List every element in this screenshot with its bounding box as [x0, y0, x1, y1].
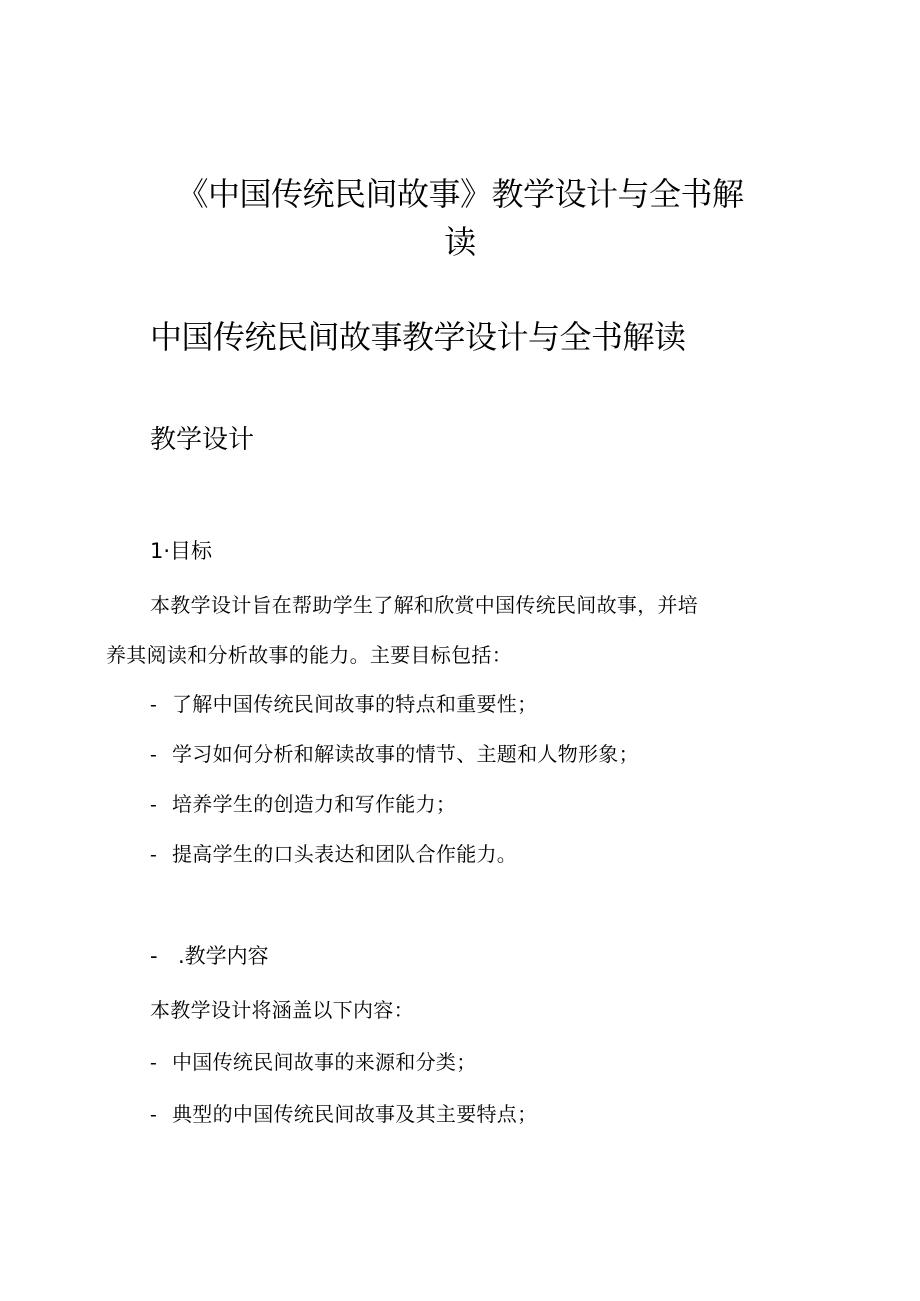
list-dash-marker: - — [150, 1102, 158, 1126]
content-intro: 本教学设计将涵盖以下内容： — [150, 998, 414, 1022]
section-heading-teaching-design: 教学设计 — [150, 425, 255, 455]
document-title-line2: 读 — [444, 223, 476, 261]
document-title-line1: 《中国传统民间故事》教学设计与全书解 — [176, 175, 744, 213]
list-dash-marker: - — [150, 842, 158, 866]
goals-intro-line1: 本教学设计旨在帮助学生了解和欣赏中国传统民间故事，并培 — [150, 593, 699, 617]
content-list-item — [150, 1099, 537, 1129]
goals-intro-line2: 养其阅读和分析故事的能力。主要目标包括： — [106, 643, 512, 667]
list-item-text: 了解中国传统民间故事的特点和重要性； — [172, 692, 538, 716]
content-heading — [150, 941, 269, 971]
goals-list-item — [150, 689, 537, 719]
list-item-text: 提高学生的口头表达和团队合作能力。 — [172, 842, 518, 866]
goals-list-item — [150, 839, 517, 869]
content-heading-text: .教学内容 — [178, 944, 269, 968]
goals-heading: 1·目标 — [150, 539, 213, 563]
goals-list-item — [150, 739, 639, 769]
list-dash-marker: - — [150, 742, 158, 766]
list-dash-marker: - — [150, 692, 158, 716]
list-item-text: 学习如何分析和解读故事的情节、主题和人物形象； — [172, 742, 639, 766]
list-item-text: 中国传统民间故事的来源和分类； — [172, 1050, 477, 1074]
goals-list-item — [150, 789, 456, 819]
list-item-text: 培养学生的创造力和写作能力； — [172, 792, 457, 816]
heading-dash-marker: - — [150, 944, 158, 968]
document-subtitle: 中国传统民间故事教学设计与全书解读 — [150, 318, 686, 356]
list-dash-marker: - — [150, 1050, 158, 1074]
content-list-item — [150, 1047, 477, 1077]
document-title — [100, 170, 820, 266]
list-item-text: 典型的中国传统民间故事及其主要特点； — [172, 1102, 538, 1126]
list-dash-marker: - — [150, 792, 158, 816]
